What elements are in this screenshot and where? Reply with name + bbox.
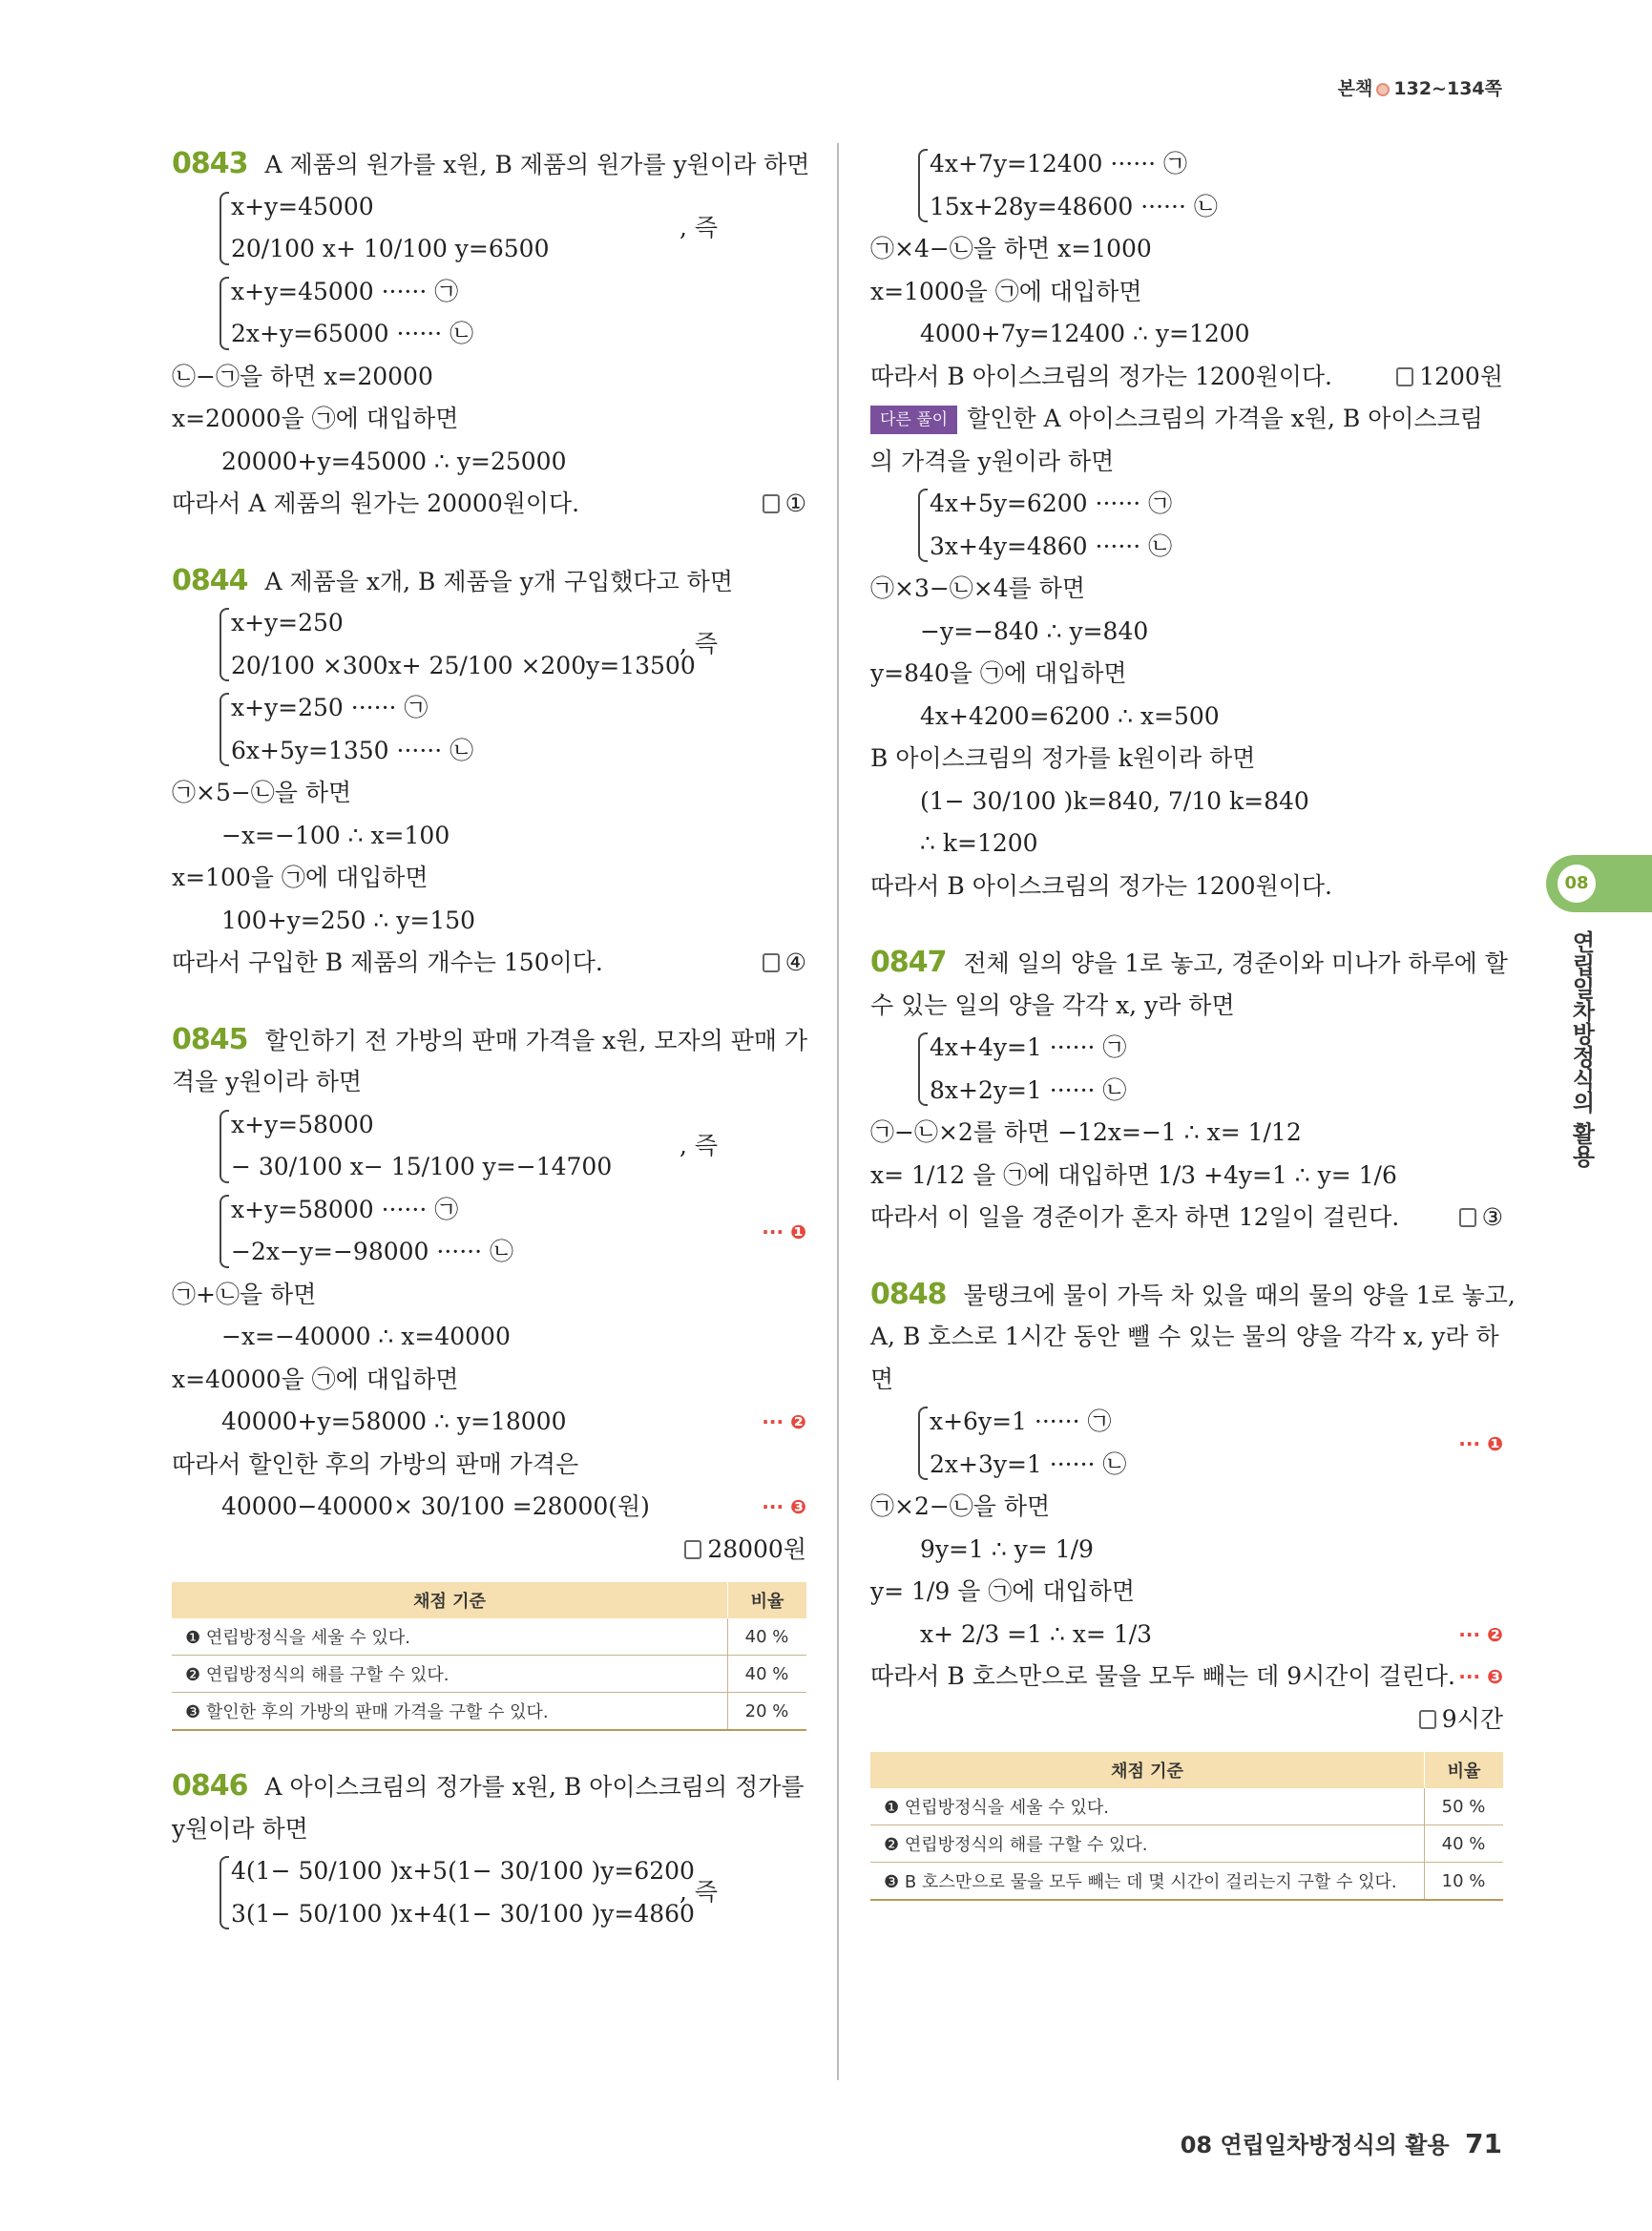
equation-suffix: , 즉 bbox=[680, 213, 719, 241]
solution-line bbox=[172, 1444, 806, 1487]
grading-row bbox=[172, 1693, 806, 1731]
solution-line bbox=[172, 815, 806, 858]
ratio-cell: 10 % bbox=[1425, 1863, 1504, 1901]
solution-line bbox=[172, 1808, 806, 1851]
line-text: ㉡−㉠을 하면 x=20000 bbox=[172, 362, 433, 390]
solution-line bbox=[870, 696, 1503, 739]
line-text: 따라서 B 아이스크림의 정가는 1200원이다. bbox=[870, 871, 1332, 900]
equation-line: −2x−y=−98000 ······ ㉡ bbox=[231, 1238, 514, 1265]
section-gap bbox=[172, 526, 806, 560]
line-text: x=1000을 ㉠에 대입하면 bbox=[870, 277, 1142, 305]
problem-number: 0844 bbox=[172, 563, 248, 597]
equation-line: 2x+3y=1 ······ ㉡ bbox=[930, 1449, 1127, 1478]
problem-number: 0843 bbox=[172, 147, 248, 180]
brace-icon bbox=[220, 608, 229, 681]
problem-heading bbox=[172, 1019, 806, 1062]
answer bbox=[1396, 356, 1503, 399]
grading-row bbox=[870, 1863, 1503, 1901]
line-text: x+ 2/3 =1 ∴ x= 1/3 bbox=[920, 1619, 1153, 1648]
ratio-cell: 40 % bbox=[728, 1618, 807, 1656]
solution-line bbox=[172, 857, 806, 900]
line-text: 100+y=250 ∴ y=150 bbox=[221, 906, 476, 934]
equation-suffix: , 즉 bbox=[680, 630, 719, 657]
solution-line bbox=[870, 1614, 1503, 1657]
problem-number: 0847 bbox=[870, 946, 947, 979]
step-marker: ··· ❷ bbox=[762, 1410, 806, 1433]
solution-line bbox=[870, 738, 1503, 781]
ratio-header: 비율 bbox=[1425, 1752, 1504, 1788]
left-column bbox=[172, 143, 810, 1935]
criteria-cell: ❷ 연립방정식의 해를 구할 수 있다. bbox=[870, 1825, 1425, 1863]
solution-line bbox=[172, 942, 806, 985]
problem-text: 물탱크에 물이 가득 차 있을 때의 물의 양을 1로 놓고, bbox=[963, 1281, 1516, 1309]
criteria-cell: ❶ 연립방정식을 세울 수 있다. bbox=[870, 1788, 1425, 1825]
line-text: −x=−40000 ∴ x=40000 bbox=[221, 1323, 511, 1350]
solution-line bbox=[172, 772, 806, 815]
equation-line: 20/100 ×300x+ 25/100 ×200y=13500 bbox=[231, 651, 696, 679]
equation-line: x+y=250 , 즉 bbox=[231, 602, 806, 645]
footer-title: 연립일차방정식의 활용 bbox=[1220, 2132, 1450, 2158]
section-gap bbox=[172, 985, 806, 1019]
line-text: 20000+y=45000 ∴ y=25000 bbox=[221, 447, 567, 475]
answer bbox=[684, 1529, 806, 1572]
problem-heading bbox=[172, 560, 806, 603]
page-number: 71 bbox=[1465, 2128, 1502, 2159]
equation-system bbox=[172, 687, 806, 772]
solution-line bbox=[172, 1529, 806, 1572]
answer-value: ① bbox=[784, 490, 806, 517]
brace-icon bbox=[220, 192, 229, 265]
solution-line bbox=[870, 1571, 1503, 1614]
line-text: ㉠−㉡×2를 하면 −12x=−1 ∴ x= 1/12 bbox=[870, 1118, 1302, 1146]
line-text: ㉠×3−㉡×4를 하면 bbox=[870, 574, 1086, 602]
equation-line: 8x+2y=1 ······ ㉡ bbox=[930, 1075, 1127, 1104]
section-gap bbox=[172, 1731, 806, 1765]
step-marker: ··· ❸ bbox=[1458, 1665, 1503, 1688]
answer bbox=[1419, 1699, 1503, 1741]
answer-value: 28000원 bbox=[707, 1534, 806, 1563]
criteria-cell: ❸ 할인한 후의 가방의 판매 가격을 구할 수 있다. bbox=[172, 1693, 728, 1731]
problem-text: 할인하기 전 가방의 판매 가격을 x원, 모자의 판매 가 bbox=[264, 1026, 808, 1054]
equation-suffix: , 즉 bbox=[680, 1131, 719, 1159]
ratio-cell: 50 % bbox=[1425, 1788, 1504, 1825]
brace-icon bbox=[220, 277, 229, 350]
problem-text: A 제품을 x개, B 제품을 y개 구입했다고 하면 bbox=[264, 567, 733, 595]
line-text: 따라서 B 호스만으로 물을 모두 빼는 데 9시간이 걸린다. bbox=[870, 1662, 1455, 1690]
equation-line: 4(1− 50/100 )x+5(1− 30/100 )y=6200 , 즉 bbox=[231, 1850, 806, 1893]
solution-line bbox=[172, 1274, 806, 1317]
equation-system bbox=[870, 1401, 1503, 1486]
line-text: y=840을 ㉠에 대입하면 bbox=[870, 659, 1127, 687]
equation-line: 4x+7y=12400 ······ ㉠ bbox=[930, 150, 1188, 177]
problem-heading bbox=[870, 942, 1508, 985]
solution-line bbox=[172, 441, 806, 484]
column-divider bbox=[837, 143, 839, 2080]
answer bbox=[1459, 1197, 1503, 1240]
line-text: 40000−40000× 30/100 =28000(원) bbox=[221, 1492, 650, 1520]
problem-text: A 아이스크림의 정가를 x원, B 아이스크림의 정가를 bbox=[264, 1773, 805, 1801]
equation-line: 3(1− 50/100 )x+4(1− 30/100 )y=4860 bbox=[231, 1899, 695, 1928]
answer-icon bbox=[1459, 1208, 1476, 1227]
step-marker: ··· ❷ bbox=[1458, 1622, 1503, 1646]
brace-icon bbox=[918, 1032, 928, 1106]
brace-icon bbox=[220, 1110, 229, 1183]
circle-icon bbox=[1376, 83, 1390, 96]
equation-line: x+y=250 ······ ㉠ bbox=[231, 694, 429, 721]
equation-line: x+y=58000 ······ ㉠ bbox=[231, 1195, 459, 1223]
line-text: ㉠×2−㉡을 하면 bbox=[870, 1492, 1051, 1520]
step-marker: ··· ❸ bbox=[762, 1495, 806, 1518]
line-text: 따라서 A 제품의 원가는 20000원이다. bbox=[172, 490, 580, 517]
equation-line: 3x+4y=4860 ······ ㉡ bbox=[930, 532, 1173, 560]
header-pages: 132~134쪽 bbox=[1393, 78, 1502, 99]
line-text: x=100을 ㉠에 대입하면 bbox=[172, 864, 429, 891]
brace-icon bbox=[220, 1856, 229, 1929]
page-header bbox=[1338, 74, 1502, 100]
equation-line: 6x+5y=1350 ······ ㉡ bbox=[231, 736, 474, 764]
equation-line: 15x+28y=48600 ······ ㉡ bbox=[930, 192, 1218, 220]
equation-line: − 30/100 x− 15/100 y=−14700 bbox=[231, 1153, 613, 1180]
criteria-header: 채점 기준 bbox=[870, 1752, 1425, 1788]
solution-line bbox=[870, 228, 1503, 271]
right-column bbox=[870, 143, 1516, 1901]
solution-line bbox=[172, 398, 806, 441]
equation-line: x+y=45000 , 즉 bbox=[231, 186, 806, 229]
answer-icon bbox=[1396, 367, 1413, 386]
equation-line: x+y=45000 ······ ㉠ bbox=[231, 277, 459, 305]
line-text: y원이라 하면 bbox=[172, 1814, 308, 1843]
line-text: y= 1/9 을 ㉠에 대입하면 bbox=[870, 1577, 1135, 1605]
answer-icon bbox=[763, 494, 780, 513]
answer-value: 9시간 bbox=[1441, 1704, 1503, 1733]
page-footer bbox=[1181, 2126, 1502, 2159]
ratio-header: 비율 bbox=[728, 1582, 807, 1618]
equation-system bbox=[870, 483, 1503, 568]
problem-heading bbox=[172, 143, 810, 186]
footer-chapter: 08 bbox=[1180, 2132, 1213, 2158]
grading-header-row bbox=[172, 1582, 806, 1618]
ratio-cell: 20 % bbox=[728, 1693, 807, 1731]
solution-line bbox=[870, 1699, 1503, 1741]
equation-system bbox=[172, 1104, 806, 1189]
line-text: B 아이스크림의 정가를 k원이라 하면 bbox=[870, 744, 1256, 772]
header-book-label: 본책 bbox=[1337, 78, 1373, 99]
line-text: ㉠+㉡을 하면 bbox=[172, 1280, 317, 1308]
equation-line: 4x+4y=1 ······ ㉠ bbox=[930, 1033, 1127, 1061]
equation-system bbox=[172, 271, 806, 356]
grading-table bbox=[870, 1752, 1503, 1901]
line-text: 따라서 이 일을 경준이가 혼자 하면 12일이 걸린다. bbox=[870, 1203, 1400, 1231]
solution-line bbox=[870, 653, 1503, 696]
line-text: 수 있는 일의 양을 각각 x, y라 하면 bbox=[870, 990, 1235, 1019]
brace-icon bbox=[220, 1195, 229, 1268]
line-text: (1− 30/100 )k=840, 7/10 k=840 bbox=[920, 786, 1309, 815]
equation-line: 2x+y=65000 ······ ㉡ bbox=[231, 320, 474, 347]
line-text: 따라서 할인한 후의 가방의 판매 가격은 bbox=[172, 1449, 579, 1478]
equation-line: x+6y=1 ······ ㉠ bbox=[930, 1407, 1112, 1435]
brace-icon bbox=[220, 693, 229, 766]
equation-line: x+y=58000 , 즉 bbox=[231, 1104, 806, 1147]
line-text: 40000+y=58000 ∴ y=18000 bbox=[221, 1407, 567, 1435]
line-text: 9y=1 ∴ y= 1/9 bbox=[920, 1534, 1094, 1563]
criteria-cell: ❶ 연립방정식을 세울 수 있다. bbox=[172, 1618, 728, 1656]
equation-line: 4x+5y=6200 ······ ㉠ bbox=[930, 490, 1173, 517]
equation-suffix: , 즉 bbox=[680, 1878, 719, 1906]
solution-line bbox=[870, 865, 1503, 908]
solution-line bbox=[870, 781, 1503, 824]
problem-heading bbox=[172, 1765, 806, 1808]
line-text: 4x+4200=6200 ∴ x=500 bbox=[920, 701, 1220, 730]
answer-value: 1200원 bbox=[1419, 362, 1503, 390]
line-text: −y=−840 ∴ y=840 bbox=[920, 616, 1149, 645]
solution-line bbox=[172, 1401, 806, 1444]
equation-system bbox=[870, 143, 1503, 228]
grading-row bbox=[870, 1825, 1503, 1863]
section-gap bbox=[870, 907, 1503, 942]
line-text: 면 bbox=[870, 1365, 894, 1393]
grading-row bbox=[870, 1788, 1503, 1825]
equation-system bbox=[870, 1027, 1503, 1112]
alt-solution-tag: 다른 풀이 bbox=[870, 406, 957, 434]
criteria-cell: ❸ B 호스만으로 물을 모두 빼는 데 몇 시간이 걸리는지 구할 수 있다. bbox=[870, 1863, 1425, 1901]
answer-icon bbox=[1419, 1710, 1436, 1729]
section-gap bbox=[870, 1240, 1503, 1274]
answer-icon bbox=[763, 953, 780, 972]
line-text: 따라서 B 아이스크림의 정가는 1200원이다. bbox=[870, 362, 1332, 390]
line-text: ㉠×4−㉡을 하면 x=1000 bbox=[870, 235, 1152, 262]
problem-number: 0846 bbox=[172, 1769, 248, 1803]
line-text: x= 1/12 을 ㉠에 대입하면 1/3 +4y=1 ∴ y= 1/6 bbox=[870, 1160, 1397, 1189]
step-marker: ··· ❶ bbox=[762, 1220, 806, 1243]
chapter-number-badge: 08 bbox=[1558, 865, 1596, 903]
line-text: −x=−100 ∴ x=100 bbox=[221, 821, 450, 849]
equation-system bbox=[172, 186, 806, 271]
equation-system bbox=[172, 1850, 806, 1935]
chapter-side-title: 연립일차방정식의 활용 bbox=[1568, 930, 1595, 1168]
problem-text: 전체 일의 양을 1로 놓고, 경준이와 미나가 하루에 할 bbox=[963, 949, 1508, 977]
ratio-cell: 40 % bbox=[728, 1656, 807, 1693]
grading-table bbox=[172, 1582, 806, 1731]
solution-line bbox=[172, 1061, 806, 1104]
solution-line bbox=[870, 1316, 1503, 1359]
criteria-cell: ❷ 연립방정식의 해를 구할 수 있다. bbox=[172, 1656, 728, 1693]
answer-value: ④ bbox=[784, 949, 806, 976]
problem-text: A 제품의 원가를 x원, B 제품의 원가를 y원이라 하면 bbox=[264, 151, 810, 178]
line-text: 격을 y원이라 하면 bbox=[172, 1068, 363, 1095]
alternative-solution bbox=[870, 398, 1503, 441]
solution-line bbox=[870, 1112, 1503, 1155]
answer-value: ③ bbox=[1481, 1203, 1503, 1231]
equation-line: 20/100 x+ 10/100 y=6500 bbox=[231, 235, 550, 262]
line-text: ∴ k=1200 bbox=[920, 829, 1038, 857]
grading-row bbox=[172, 1656, 806, 1693]
line-text: x=40000을 ㉠에 대입하면 bbox=[172, 1365, 459, 1393]
solution-line bbox=[172, 1359, 806, 1402]
answer bbox=[763, 942, 806, 985]
grading-header-row bbox=[870, 1752, 1503, 1788]
solution-line bbox=[870, 568, 1503, 611]
solution-line bbox=[870, 823, 1503, 865]
solution-line bbox=[172, 1316, 806, 1359]
solution-line bbox=[172, 1486, 806, 1529]
brace-icon bbox=[918, 489, 928, 562]
solution-line bbox=[870, 441, 1503, 484]
step-marker: ··· ❶ bbox=[1458, 1432, 1503, 1455]
brace-icon bbox=[918, 149, 928, 222]
answer-icon bbox=[684, 1540, 701, 1559]
solution-line bbox=[870, 1486, 1503, 1529]
solution-line bbox=[870, 611, 1503, 654]
alt-solution-text: 할인한 A 아이스크림의 가격을 x원, B 아이스크림 bbox=[967, 405, 1483, 432]
solution-line bbox=[870, 313, 1503, 356]
equation-system bbox=[172, 1189, 806, 1274]
line-text: x=20000을 ㉠에 대입하면 bbox=[172, 405, 459, 432]
solution-line bbox=[870, 1359, 1503, 1402]
criteria-header: 채점 기준 bbox=[172, 1582, 728, 1618]
problem-number: 0845 bbox=[172, 1022, 248, 1056]
solution-line bbox=[172, 356, 806, 399]
solution-line bbox=[172, 900, 806, 943]
solution-line bbox=[870, 985, 1503, 1028]
line-text: ㉠×5−㉡을 하면 bbox=[172, 779, 352, 806]
chapter-side-tab bbox=[1546, 855, 1652, 912]
ratio-cell: 40 % bbox=[1425, 1825, 1504, 1863]
solution-line bbox=[870, 356, 1503, 399]
line-text: 따라서 구입한 B 제품의 개수는 150이다. bbox=[172, 949, 603, 976]
solution-line bbox=[870, 1656, 1503, 1699]
grading-row bbox=[172, 1618, 806, 1656]
solution-line bbox=[870, 271, 1503, 314]
brace-icon bbox=[918, 1407, 928, 1480]
problem-heading bbox=[870, 1274, 1516, 1317]
solution-line bbox=[172, 483, 806, 526]
solution-line bbox=[870, 1197, 1503, 1240]
line-text: A, B 호스로 1시간 동안 뺄 수 있는 물의 양을 각각 x, y라 하 bbox=[870, 1323, 1499, 1350]
problem-number: 0848 bbox=[870, 1277, 947, 1311]
equation-system bbox=[172, 602, 806, 687]
line-text: 의 가격을 y원이라 하면 bbox=[870, 447, 1115, 475]
line-text: 4000+7y=12400 ∴ y=1200 bbox=[920, 320, 1250, 347]
solution-line bbox=[870, 1529, 1503, 1572]
solution-line bbox=[870, 1155, 1503, 1198]
answer bbox=[763, 483, 806, 526]
